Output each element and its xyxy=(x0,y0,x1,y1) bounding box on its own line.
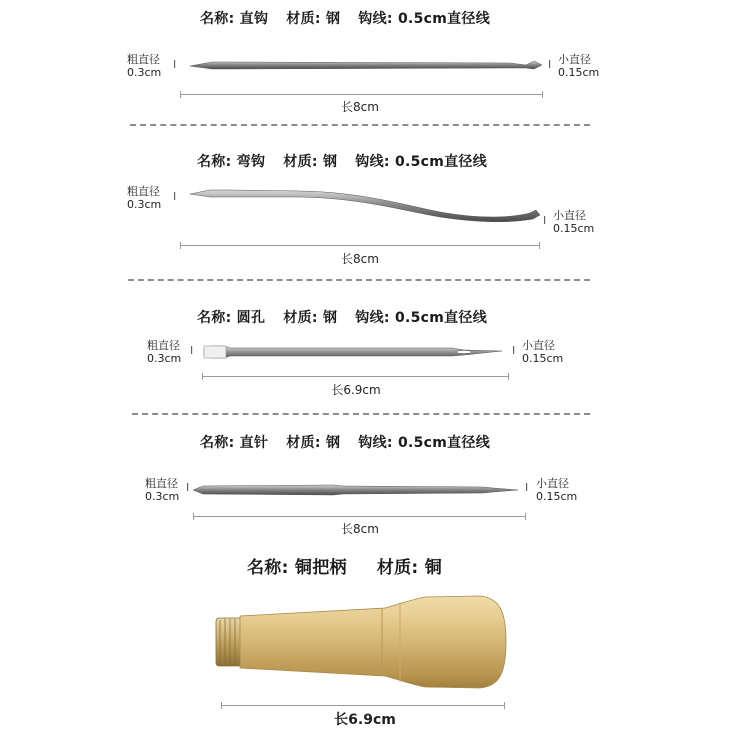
section-3-material: 材质: 钢 xyxy=(283,310,338,326)
ibeam-icon: I xyxy=(512,344,516,357)
section-3-name: 名称: 圆孔 xyxy=(197,310,266,326)
ibeam-icon: I xyxy=(190,344,194,357)
section-2-thin-dim xyxy=(553,209,594,235)
ibeam-icon: I xyxy=(186,481,190,494)
section-4-length-line xyxy=(193,516,526,517)
thick-diameter-label: 粗直径 xyxy=(127,185,160,198)
section-4-length: 长8cm xyxy=(341,522,379,536)
divider xyxy=(132,413,590,415)
ibeam-icon: I xyxy=(525,481,529,494)
section-1-thin-dim xyxy=(558,53,599,79)
ibeam-icon: I xyxy=(173,190,177,203)
thin-diameter-label: 小直径 xyxy=(536,477,569,490)
ibeam-icon: I xyxy=(543,214,547,227)
thin-diameter-value: 0.15cm xyxy=(536,490,578,503)
thick-diameter-value: 0.3cm xyxy=(127,66,162,79)
handle-length: 长6.9cm xyxy=(334,712,396,728)
section-4-thread: 钩线: 0.5cm直径线 xyxy=(358,435,491,451)
section-2-thread: 钩线: 0.5cm直径线 xyxy=(355,154,488,170)
handle-length-line xyxy=(221,705,505,706)
section-2-thick-dim xyxy=(127,185,161,211)
section-3-title xyxy=(197,307,487,327)
section-3-thick-dim xyxy=(147,339,181,365)
section-2-material: 材质: 钢 xyxy=(283,154,338,170)
section-2-length: 长8cm xyxy=(341,252,379,266)
thin-diameter-value: 0.15cm xyxy=(553,222,595,235)
ibeam-icon: I xyxy=(548,58,552,71)
thick-diameter-value: 0.3cm xyxy=(127,198,162,211)
thick-diameter-label: 粗直径 xyxy=(147,339,180,352)
round-eye-needle-image xyxy=(202,342,512,362)
divider xyxy=(128,279,590,281)
thick-diameter-value: 0.3cm xyxy=(147,352,182,365)
section-4-thick-dim xyxy=(145,477,179,503)
straight-hook-needle-image xyxy=(190,56,550,76)
thin-diameter-value: 0.15cm xyxy=(558,66,600,79)
section-4-thin-dim xyxy=(536,477,577,503)
section-1-thick-dim xyxy=(127,53,161,79)
section-3-thin-dim xyxy=(522,339,563,365)
section-3-length-line xyxy=(202,376,509,377)
thick-diameter-value: 0.3cm xyxy=(145,490,180,503)
section-4-material: 材质: 钢 xyxy=(286,435,341,451)
section-1-name: 名称: 直钩 xyxy=(200,11,269,27)
section-4-title xyxy=(200,432,490,452)
handle-name: 名称: 铜把柄 xyxy=(247,558,347,578)
section-1-thread: 钩线: 0.5cm直径线 xyxy=(358,11,491,27)
handle-material: 材质: 铜 xyxy=(376,558,443,578)
thin-diameter-label: 小直径 xyxy=(558,53,591,66)
section-4-name: 名称: 直针 xyxy=(200,435,269,451)
thin-diameter-value: 0.15cm xyxy=(522,352,564,365)
section-1-material: 材质: 钢 xyxy=(286,11,341,27)
thin-diameter-label: 小直径 xyxy=(522,339,555,352)
section-3-thread: 钩线: 0.5cm直径线 xyxy=(355,310,488,326)
section-2-title xyxy=(197,151,487,171)
thick-diameter-label: 粗直径 xyxy=(145,477,178,490)
divider xyxy=(130,124,590,126)
section-1-length-line xyxy=(180,94,543,95)
section-1-length: 长8cm xyxy=(341,100,379,114)
section-1-title xyxy=(200,8,490,28)
ibeam-icon: I xyxy=(173,58,177,71)
handle-title xyxy=(247,553,442,578)
section-2-length-line xyxy=(180,245,540,246)
curved-hook-needle-image xyxy=(190,186,550,226)
thick-diameter-label: 粗直径 xyxy=(127,53,160,66)
section-2-name: 名称: 弯钩 xyxy=(197,154,266,170)
section-3-length: 长6.9cm xyxy=(331,383,381,397)
brass-handle-image xyxy=(210,592,510,698)
thin-diameter-label: 小直径 xyxy=(553,209,586,222)
straight-needle-image xyxy=(193,480,528,500)
